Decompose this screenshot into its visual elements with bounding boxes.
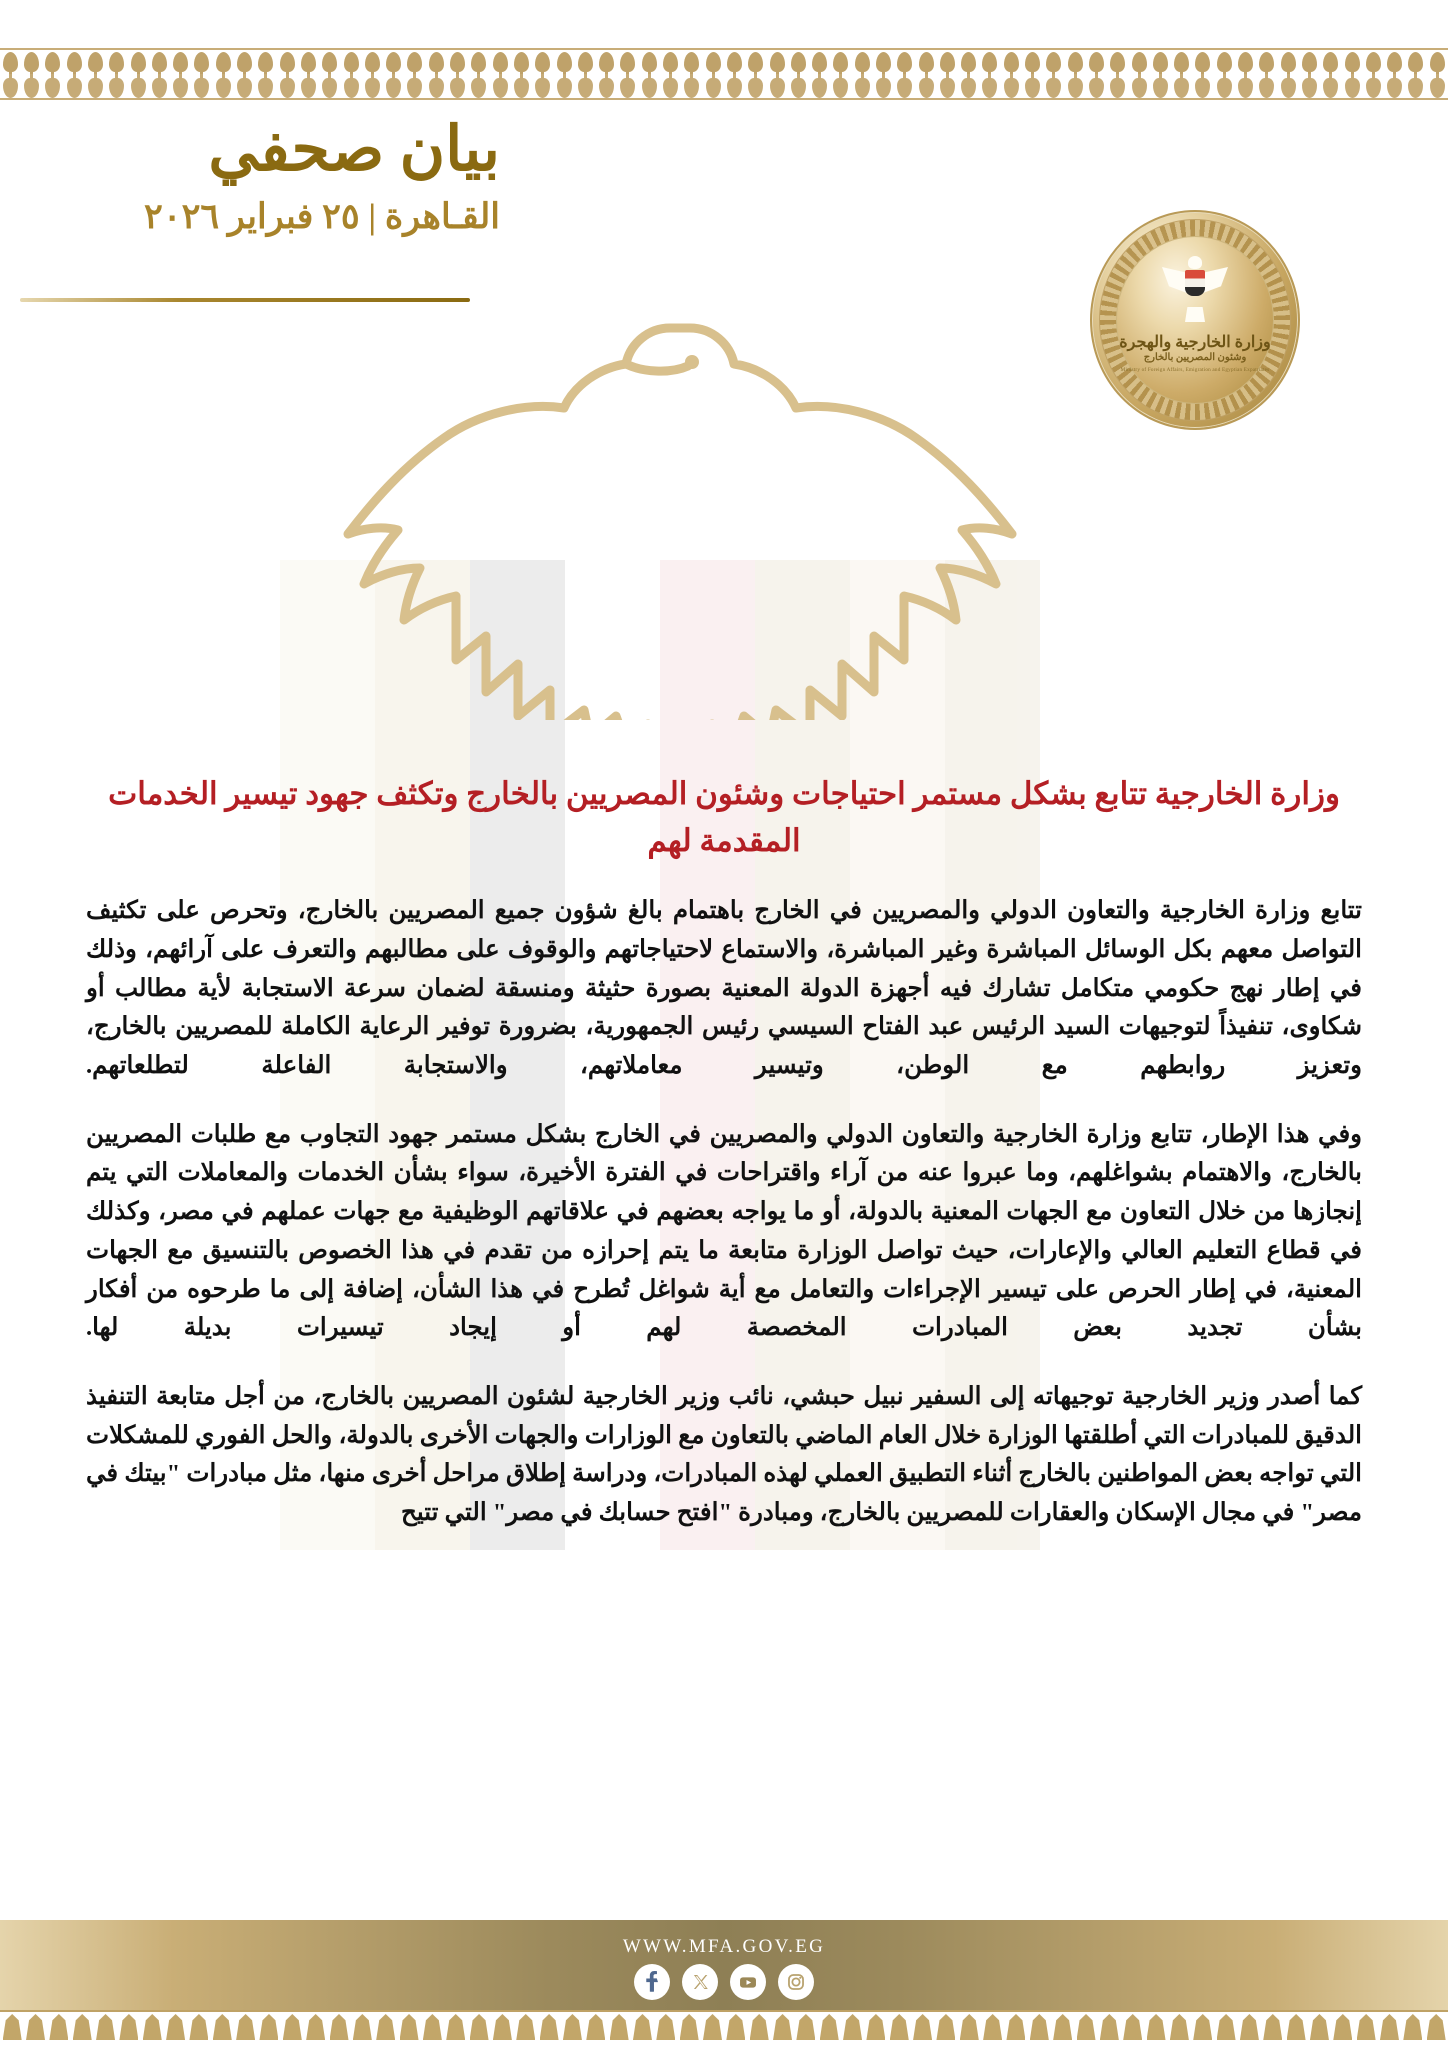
lotus-ornament: [809, 74, 830, 100]
papyrus-ornament: [1121, 2010, 1144, 2048]
papyrus-ornament: [841, 2010, 864, 2048]
lotus-ornament: [490, 50, 511, 76]
papyrus-ornament: [888, 2010, 911, 2048]
instagram-icon[interactable]: [778, 1964, 814, 2000]
papyrus-ornament: [608, 2010, 631, 2048]
lotus-ornament: [1278, 74, 1299, 100]
papyrus-ornament: [631, 2010, 654, 2048]
facebook-icon[interactable]: [634, 1964, 670, 2000]
papyrus-ornament: [958, 2010, 981, 2048]
lotus-ornament: [21, 50, 42, 76]
title-underline-rule: [20, 298, 470, 302]
lotus-ornament: [298, 74, 319, 100]
lotus-ornament: [1086, 74, 1107, 100]
papyrus-ornament: [1331, 2010, 1354, 2048]
lotus-ornament: [362, 50, 383, 76]
lotus-ornament: [468, 50, 489, 76]
lotus-ornament: [767, 74, 788, 100]
lotus-ornament: [319, 74, 340, 100]
papyrus-ornament: [561, 2010, 584, 2048]
lotus-ornament: [170, 74, 191, 100]
lotus-ornament: [213, 50, 234, 76]
lotus-ornament: [1001, 50, 1022, 76]
lotus-ornament: [532, 50, 553, 76]
lotus-ornament: [255, 50, 276, 76]
lotus-ornament: [511, 74, 532, 100]
lotus-ornament: [1427, 74, 1448, 100]
lotus-ornament: [1150, 74, 1171, 100]
papyrus-ornament: [1378, 2010, 1401, 2048]
lotus-ornament: [660, 50, 681, 76]
papyrus-ornament: [164, 2010, 187, 2048]
lotus-ornament: [1384, 50, 1405, 76]
papyrus-ornament: [304, 2010, 327, 2048]
seal-arabic-primary: وزارة الخارجية والهجرة: [1119, 334, 1271, 351]
lotus-ornament: [703, 50, 724, 76]
page-title: بيان صحفي: [208, 116, 500, 184]
lotus-ornament: [809, 50, 830, 76]
papyrus-ornament: [818, 2010, 841, 2048]
lotus-ornament: [128, 74, 149, 100]
body-paragraph-1: تتابع وزارة الخارجية والتعاون الدولي والمصريين في الخارج باهتمام بالغ شؤون جميع المصريين بالخارج، وتحرص على تكثيف التواصل معهم بكل الوسائل المباشرة وغير المباشرة، والاستماع لاحتياجاتهم والوقوف على مطالبهم والتعرف على آرائهم، وذلك في إطار نهج حكومي متكامل تشارك فيه أجهزة الدولة المعنية بصورة حثيثة ومنسقة لضمان سرعة الاستجابة لأية مطالب أو شكاوى، تنفيذاً لتوجيهات السيد الرئيس عبد الفتاح السيسي رئيس الجمهورية، بضرورة توفير الرعاية الكاملة للمصريين بالخارج، وتعزيز روابطهم مع الوطن، وتيسير معاملاتهم، والاستجابة الفاعلة لتطلعاتهم.: [86, 897, 1362, 1080]
lotus-ornament: [468, 74, 489, 100]
lotus-ornament: [191, 50, 212, 76]
lotus-ornament: [1256, 50, 1277, 76]
lotus-ornament: [1320, 50, 1341, 76]
seal-arabic-secondary: وشئون المصريين بالخارج: [1143, 352, 1247, 363]
document-header: [0, 100, 1448, 373]
lotus-ornament: [404, 50, 425, 76]
lotus-ornament: [447, 50, 468, 76]
lotus-ornament: [128, 50, 149, 76]
papyrus-ornament: [1425, 2010, 1448, 2048]
lotus-ornament: [426, 50, 447, 76]
lotus-ornament: [703, 74, 724, 100]
lotus-ornament: [660, 74, 681, 100]
lotus-ornament: [213, 74, 234, 100]
lotus-ornament: [639, 50, 660, 76]
lotus-ornament: [979, 74, 1000, 100]
lotus-ornament: [1086, 50, 1107, 76]
lotus-ornament: [0, 74, 21, 100]
lotus-ornament: [958, 50, 979, 76]
seal-english-text: Ministry of Foreign Affairs, Emigration and Egyptian Expatriates: [1120, 367, 1270, 373]
papyrus-ornament: [1051, 2010, 1074, 2048]
lotus-ornament: [681, 50, 702, 76]
lotus-ornament: [149, 50, 170, 76]
lotus-ornament: [1065, 50, 1086, 76]
lotus-ornament: [1022, 74, 1043, 100]
papyrus-ornament: [24, 2010, 47, 2048]
lotus-ornament: [490, 74, 511, 100]
lotus-ornament: [447, 74, 468, 100]
lotus-ornament: [937, 50, 958, 76]
lotus-ornament: [1107, 50, 1128, 76]
lotus-ornament: [21, 74, 42, 100]
papyrus-ornament: [701, 2010, 724, 2048]
papyrus-ornament: [94, 2010, 117, 2048]
lotus-ornament: [234, 74, 255, 100]
lotus-ornament: [1235, 74, 1256, 100]
lotus-ornament: [767, 50, 788, 76]
papyrus-ornament: [211, 2010, 234, 2048]
papyrus-ornament: [1308, 2010, 1331, 2048]
papyrus-ornament: [934, 2010, 957, 2048]
lotus-ornament: [319, 50, 340, 76]
lotus-ornament: [1342, 74, 1363, 100]
lotus-ornament: [106, 50, 127, 76]
lotus-ornament: [1129, 50, 1150, 76]
website-url[interactable]: WWW.MFA.GOV.EG: [622, 1936, 826, 1957]
lotus-ornament: [277, 50, 298, 76]
lotus-ornament: [873, 74, 894, 100]
lotus-ornament: [1171, 50, 1192, 76]
lotus-ornament: [745, 50, 766, 76]
papyrus-ornament: [1215, 2010, 1238, 2048]
papyrus-ornament: [678, 2010, 701, 2048]
papyrus-ornament: [864, 2010, 887, 2048]
lotus-ornament: [639, 74, 660, 100]
papyrus-ornament: [1075, 2010, 1098, 2048]
lotus-ornament: [362, 74, 383, 100]
lotus-ornament: [42, 74, 63, 100]
papyrus-ornament: [1004, 2010, 1027, 2048]
papyrus-ornament: [1098, 2010, 1121, 2048]
lotus-ornament: [788, 74, 809, 100]
x-twitter-icon[interactable]: [682, 1964, 718, 2000]
lotus-ornament: [788, 50, 809, 76]
lotus-ornament: [1299, 74, 1320, 100]
papyrus-ornament: [421, 2010, 444, 2048]
lotus-ornament: [532, 74, 553, 100]
papyrus-ornament: [491, 2010, 514, 2048]
papyrus-ornament: [1, 2010, 24, 2048]
papyrus-ornament: [351, 2010, 374, 2048]
eagle-of-saladin-icon: [1090, 256, 1300, 322]
lotus-ornament: [191, 74, 212, 100]
ministry-seal: [1090, 210, 1300, 430]
lotus-ornament: [404, 74, 425, 100]
social-links-row: [0, 1964, 1448, 2000]
lotus-ornament: [1107, 74, 1128, 100]
papyrus-ornament: [748, 2010, 771, 2048]
lotus-ornament: [64, 50, 85, 76]
title-block: [70, 118, 500, 237]
papyrus-ornament: [71, 2010, 94, 2048]
lotus-ornament: [958, 74, 979, 100]
lotus-ornament: [1192, 50, 1213, 76]
document-footer: [0, 1920, 1448, 2048]
lotus-ornament: [916, 50, 937, 76]
papyrus-ornament: [1355, 2010, 1378, 2048]
lotus-ornament: [617, 74, 638, 100]
headline: وزارة الخارجية تتابع بشكل مستمر احتياجات وشئون المصريين بالخارج وتكثف جهود تيسير الخدمات المقدمة لهم: [108, 776, 1340, 859]
papyrus-ornament: [794, 2010, 817, 2048]
lotus-ornament: [1214, 74, 1235, 100]
lotus-ornament: [852, 50, 873, 76]
lotus-ornament: [724, 50, 745, 76]
body-paragraph-2: وفي هذا الإطار، تتابع وزارة الخارجية والتعاون الدولي والمصريين في الخارج بشكل مستمر جهود التجاوب مع طلبات المصريين بالخارج، والاهتمام بشواغلهم، وما عبروا عنه من آراء واقتراحات في الفترة الأخيرة، سواء بشأن الخدمات والمعاملات التي يتم إنجازها من خلال التعاون مع الجهات المعنية بالدولة، أو ما يواجه بعضهم في علاقاتهم الوظيفية مع جهات عملهم في مصر، وكذلك في قطاع التعليم العالي والإعارات، حيث تواصل الوزارة متابعة ما يتم إحرازه من تقدم في هذا الخصوص بالتنسيق مع الجهات المعنية، في إطار الحرص على تيسير الإجراءات والتعامل مع أية شواغل تُطرح في هذا الشأن، إضافة إلى ما طرحوه من أفكار بشأن تجديد بعض المبادرات المخصصة لهم أو إيجاد تيسيرات بديلة لها.: [86, 1120, 1362, 1342]
lotus-ornament: [255, 74, 276, 100]
papyrus-ornament: [514, 2010, 537, 2048]
lotus-ornament: [1214, 50, 1235, 76]
papyrus-ornament: [538, 2010, 561, 2048]
lotus-ornament: [383, 50, 404, 76]
papyrus-ornament: [468, 2010, 491, 2048]
lotus-ornament: [1278, 50, 1299, 76]
lotus-ornament: [298, 50, 319, 76]
papyrus-ornament: [654, 2010, 677, 2048]
papyrus-ornament: [328, 2010, 351, 2048]
document-body: [0, 770, 1448, 1563]
papyrus-ornament: [281, 2010, 304, 2048]
lotus-ornament: [1363, 50, 1384, 76]
bottom-ornament-row: [0, 2010, 1448, 2048]
lotus-ornament: [277, 74, 298, 100]
lotus-ornament: [149, 74, 170, 100]
lotus-ornament: [85, 50, 106, 76]
lotus-ornament: [1363, 74, 1384, 100]
lotus-ornament: [1405, 74, 1426, 100]
lotus-ornament: [511, 50, 532, 76]
papyrus-ornament: [187, 2010, 210, 2048]
lotus-ornament: [873, 50, 894, 76]
lotus-ornament: [1150, 50, 1171, 76]
lotus-ornament: [1342, 50, 1363, 76]
lotus-ornament: [937, 74, 958, 100]
lotus-ornament: [894, 74, 915, 100]
body-paragraph-3: كما أصدر وزير الخارجية توجيهاته إلى السفير نبيل حبشي، نائب وزير الخارجية لشئون المصريين بالخارج، من أجل متابعة التنفيذ الدقيق للمبادرات التي أطلقتها الوزارة خلال العام الماضي بالتعاون مع الوزارات والجهات الأخرى بالدولة، والحل الفوري للمشكلات التي تواجه بعض المواطنين بالخارج أثناء التطبيق العملي لهذه المبادرات، ودراسة إطلاق مراحل أخرى منها، مثل مبادرات "بيتك في مصر" في مجال الإسكان والعقارات للمصريين بالخارج، ومبادرة "افتح حسابك في مصر" التي تتيح: [86, 1382, 1362, 1527]
papyrus-ornament: [1028, 2010, 1051, 2048]
lotus-ornament: [575, 50, 596, 76]
lotus-ornament: [894, 50, 915, 76]
lotus-ornament: [554, 50, 575, 76]
papyrus-ornament: [1168, 2010, 1191, 2048]
lotus-ornament: [724, 74, 745, 100]
lotus-ornament: [852, 74, 873, 100]
top-ornamental-border: [0, 48, 1448, 100]
papyrus-ornament: [1261, 2010, 1284, 2048]
lotus-ornament: [596, 74, 617, 100]
dateline: القـاهرة | ٢٥ فبراير ٢٠٢٦: [143, 197, 500, 237]
lotus-ornament: [1192, 74, 1213, 100]
papyrus-ornament: [47, 2010, 70, 2048]
lotus-ornament: [1001, 74, 1022, 100]
lotus-ornament: [234, 50, 255, 76]
lotus-ornament: [1235, 50, 1256, 76]
lotus-ornament: [617, 50, 638, 76]
lotus-ornament: [575, 74, 596, 100]
lotus-ornament: [1065, 74, 1086, 100]
lotus-ornament: [85, 74, 106, 100]
eagle-watermark-icon: [280, 300, 1060, 720]
lotus-ornament: [1299, 50, 1320, 76]
lotus-ornament: [341, 74, 362, 100]
papyrus-ornament: [0, 2010, 1, 2048]
lotus-ornament: [1427, 50, 1448, 76]
lotus-ornament: [830, 50, 851, 76]
lotus-ornament: [1384, 74, 1405, 100]
lotus-ornament: [1171, 74, 1192, 100]
ornament-lotus-row-lower: [0, 74, 1448, 100]
papyrus-ornament: [981, 2010, 1004, 2048]
lotus-ornament: [1022, 50, 1043, 76]
lotus-ornament: [170, 50, 191, 76]
lotus-ornament: [0, 50, 21, 76]
lotus-ornament: [979, 50, 1000, 76]
papyrus-ornament: [724, 2010, 747, 2048]
papyrus-ornament: [374, 2010, 397, 2048]
ornament-lotus-row-upper: [0, 50, 1448, 76]
papyrus-ornament: [257, 2010, 280, 2048]
papyrus-ornament: [1401, 2010, 1424, 2048]
papyrus-ornament: [234, 2010, 257, 2048]
papyrus-ornament: [1285, 2010, 1308, 2048]
papyrus-ornament: [584, 2010, 607, 2048]
youtube-icon[interactable]: [730, 1964, 766, 2000]
papyrus-ornament: [1238, 2010, 1261, 2048]
papyrus-ornament: [117, 2010, 140, 2048]
papyrus-ornament: [1145, 2010, 1168, 2048]
papyrus-ornament: [771, 2010, 794, 2048]
papyrus-ornament: [444, 2010, 467, 2048]
lotus-ornament: [106, 74, 127, 100]
lotus-ornament: [1405, 50, 1426, 76]
lotus-ornament: [383, 74, 404, 100]
lotus-ornament: [1043, 74, 1064, 100]
lotus-ornament: [830, 74, 851, 100]
papyrus-ornament: [1191, 2010, 1214, 2048]
papyrus-ornament: [398, 2010, 421, 2048]
lotus-ornament: [681, 74, 702, 100]
papyrus-ornament: [911, 2010, 934, 2048]
lotus-ornament: [596, 50, 617, 76]
lotus-ornament: [1256, 74, 1277, 100]
lotus-ornament: [745, 74, 766, 100]
lotus-ornament: [1129, 74, 1150, 100]
lotus-ornament: [426, 74, 447, 100]
lotus-ornament: [1043, 50, 1064, 76]
lotus-ornament: [916, 74, 937, 100]
lotus-ornament: [64, 74, 85, 100]
lotus-ornament: [554, 74, 575, 100]
lotus-ornament: [1320, 74, 1341, 100]
lotus-ornament: [42, 50, 63, 76]
bottom-ornamental-border: [0, 2010, 1448, 2048]
papyrus-ornament: [141, 2010, 164, 2048]
lotus-ornament: [341, 50, 362, 76]
